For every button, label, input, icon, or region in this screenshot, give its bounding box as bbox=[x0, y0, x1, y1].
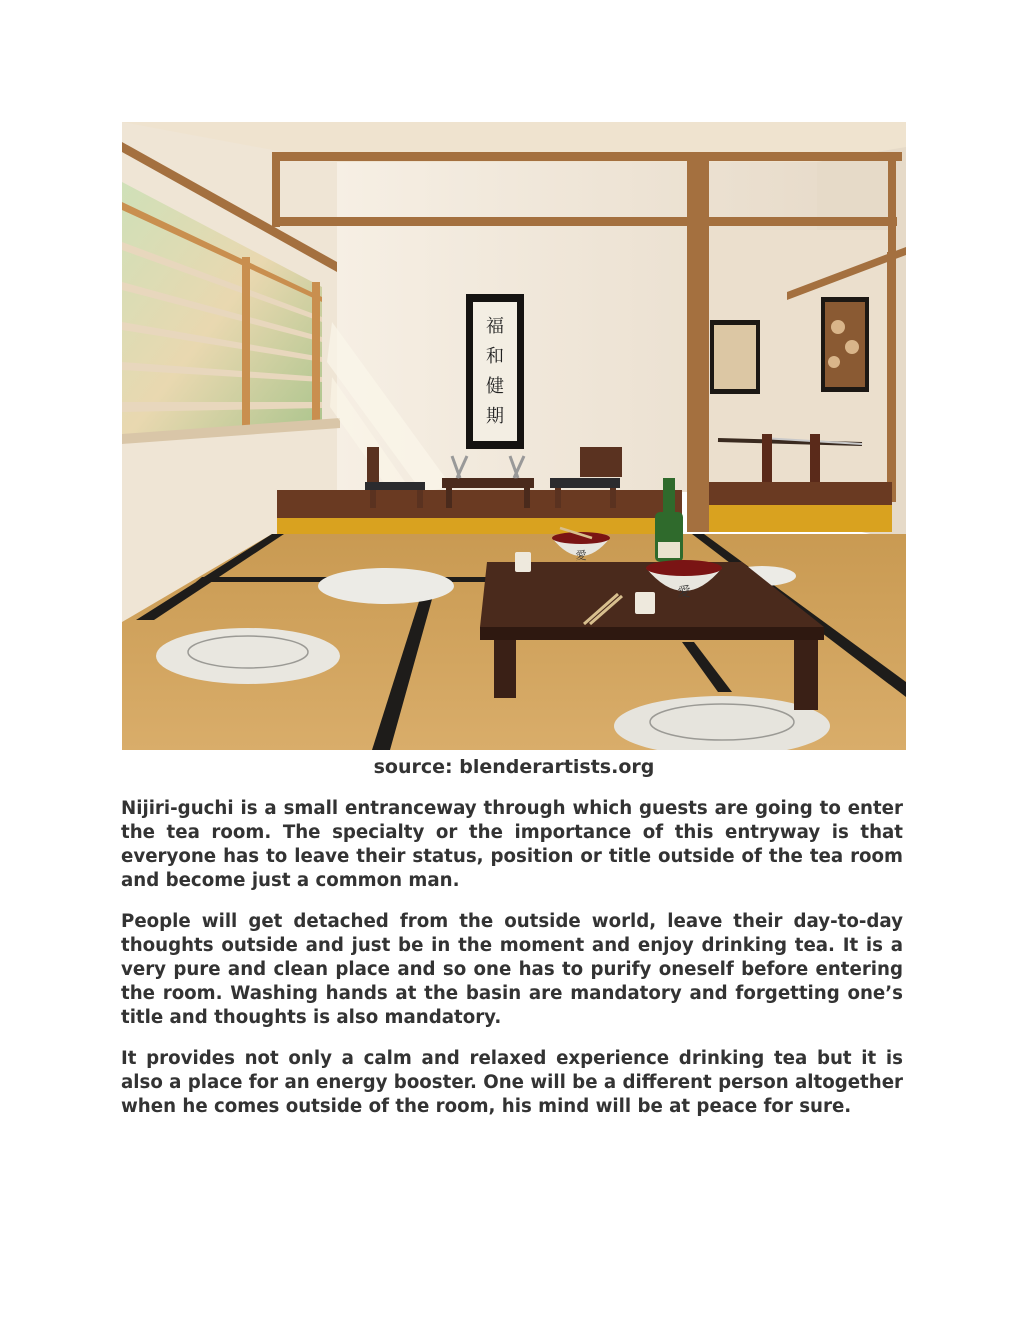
svg-text:愛: 愛 bbox=[677, 585, 691, 600]
svg-text:愛: 愛 bbox=[575, 549, 587, 562]
article-body bbox=[121, 797, 903, 1136]
ceiling-beam bbox=[272, 152, 902, 161]
paragraph-1: Nijiri-guchi is a small entranceway through which guests are going to enter the tea room. The specialty or the importance of this entryway is that everyone has to leave their status, position or title outside of the tea room and become just a common man. bbox=[121, 798, 903, 891]
center-post bbox=[687, 152, 709, 532]
svg-text:健: 健 bbox=[486, 376, 504, 397]
alcove-painting-left bbox=[710, 320, 760, 394]
paragraph-2: People will get detached from the outside world, leave their day-to-day thoughts outside and just be in the moment and enjoy drinking tea. It is a very pure and clean place and so one has to purify oneself before entering the room. Washing hands at the basin are mandatory and forgetting one’s title and thoughts is also mandatory. bbox=[121, 911, 903, 1028]
svg-text:和: 和 bbox=[486, 346, 504, 367]
image-caption: source: blenderartists.org bbox=[373, 756, 655, 778]
lintel-beam bbox=[277, 217, 897, 226]
tea-room-photo bbox=[122, 122, 906, 750]
alcove-painting-right bbox=[821, 297, 869, 392]
svg-text:期: 期 bbox=[486, 406, 504, 427]
svg-text:福: 福 bbox=[486, 316, 504, 337]
raised-platform bbox=[277, 490, 682, 520]
cushion-left bbox=[156, 628, 340, 684]
sake-cup-right bbox=[635, 592, 655, 614]
hanging-scroll bbox=[466, 294, 524, 449]
sake-cup-left bbox=[515, 552, 531, 572]
cushion-back bbox=[318, 568, 454, 604]
paragraph-3: It provides not only a calm and relaxed experience drinking tea but it is also a place for an energy booster. One will be a different person altogether when he comes outside of the room, his mind will be at peace for sure. bbox=[121, 1048, 903, 1117]
